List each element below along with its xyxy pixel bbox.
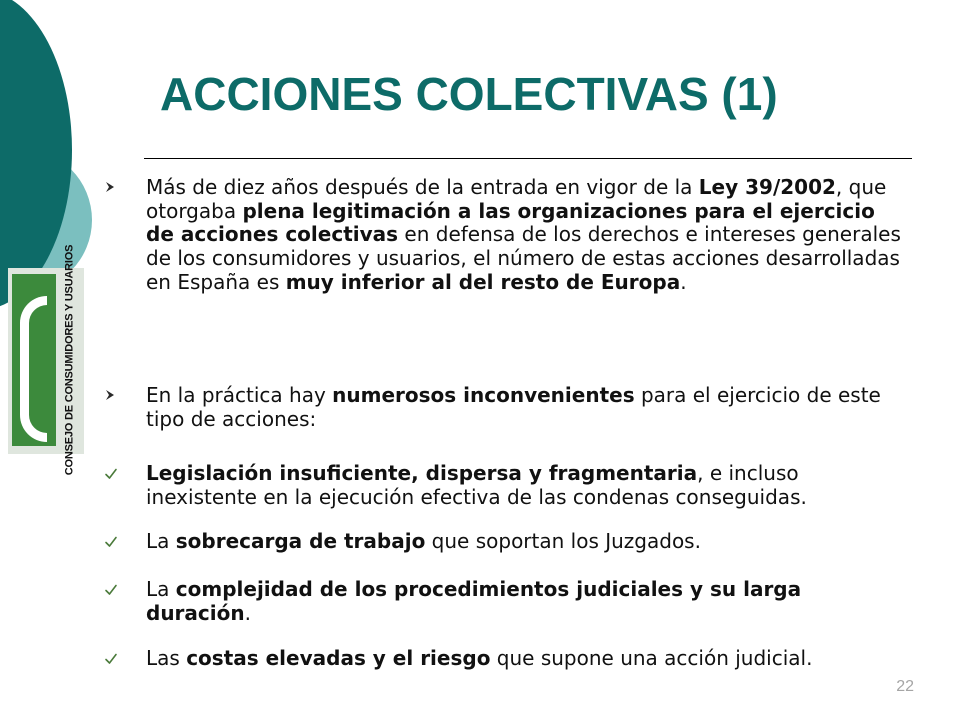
bullet-text bbox=[146, 176, 904, 295]
text-segment: para el ejercicio de este tipo de acciones: bbox=[146, 383, 881, 431]
bold-segment: complejidad de los procedimientos judiciales y su larga duración bbox=[146, 577, 802, 625]
bold-segment: costas elevadas y el riesgo bbox=[186, 646, 491, 670]
logo-label: CONSEJO DE CONSUMIDORES Y USUARIOS bbox=[63, 244, 75, 476]
arrowhead-bullet-icon bbox=[104, 181, 118, 195]
checkmark-bullet-icon bbox=[104, 467, 118, 481]
title-divider bbox=[144, 158, 912, 159]
bold-segment: Legislación insuficiente, dispersa y fragmentaria bbox=[146, 461, 698, 485]
bullet-text bbox=[146, 530, 904, 554]
text-segment: La bbox=[146, 577, 176, 601]
text-segment: , que otorgaba bbox=[146, 175, 887, 223]
arrowhead-bullet-icon bbox=[104, 389, 118, 403]
checkmark-bullet-icon bbox=[104, 652, 118, 666]
bullet-text bbox=[146, 384, 904, 431]
bold-segment: Ley 39/2002 bbox=[698, 175, 836, 199]
checkmark-bullet-icon bbox=[104, 583, 118, 597]
bullet-text bbox=[146, 462, 904, 509]
page-number: 22 bbox=[896, 678, 914, 695]
text-segment: en defensa de los derechos e intereses generales de los consumidores y usuarios, el número de estas acciones desarrolladas en España es bbox=[146, 222, 901, 294]
consejo-logo bbox=[8, 244, 84, 476]
text-segment: La bbox=[146, 529, 176, 553]
logo-c-letter bbox=[20, 296, 47, 442]
bold-segment: muy inferior al del resto de Europa bbox=[285, 269, 681, 294]
text-segment: Más de diez años después de la entrada en vigor de la bbox=[146, 175, 699, 199]
text-segment: En la práctica hay bbox=[146, 383, 333, 407]
checkmark-bullet-icon bbox=[104, 535, 118, 549]
text-segment: Las bbox=[146, 646, 187, 670]
slide-title: ACCIONES COLECTIVAS (1) bbox=[160, 68, 778, 120]
bold-segment: numerosos inconvenientes bbox=[332, 383, 635, 407]
bold-segment: sobrecarga de trabajo bbox=[175, 529, 426, 553]
logo-vertical-text bbox=[56, 244, 82, 476]
text-segment: , e incluso inexistente en la ejecución efectiva de las condenas conseguidas. bbox=[146, 461, 807, 509]
text-segment: que supone una acción judicial. bbox=[490, 646, 813, 670]
text-segment: . bbox=[244, 600, 251, 625]
text-segment: que soportan los Juzgados. bbox=[425, 529, 701, 553]
text-segment: . bbox=[680, 269, 687, 294]
bullet-text bbox=[146, 578, 904, 625]
bold-segment: plena legitimación a las organizaciones para el ejercicio de acciones colectivas bbox=[146, 198, 875, 247]
bullet-text bbox=[146, 647, 904, 671]
